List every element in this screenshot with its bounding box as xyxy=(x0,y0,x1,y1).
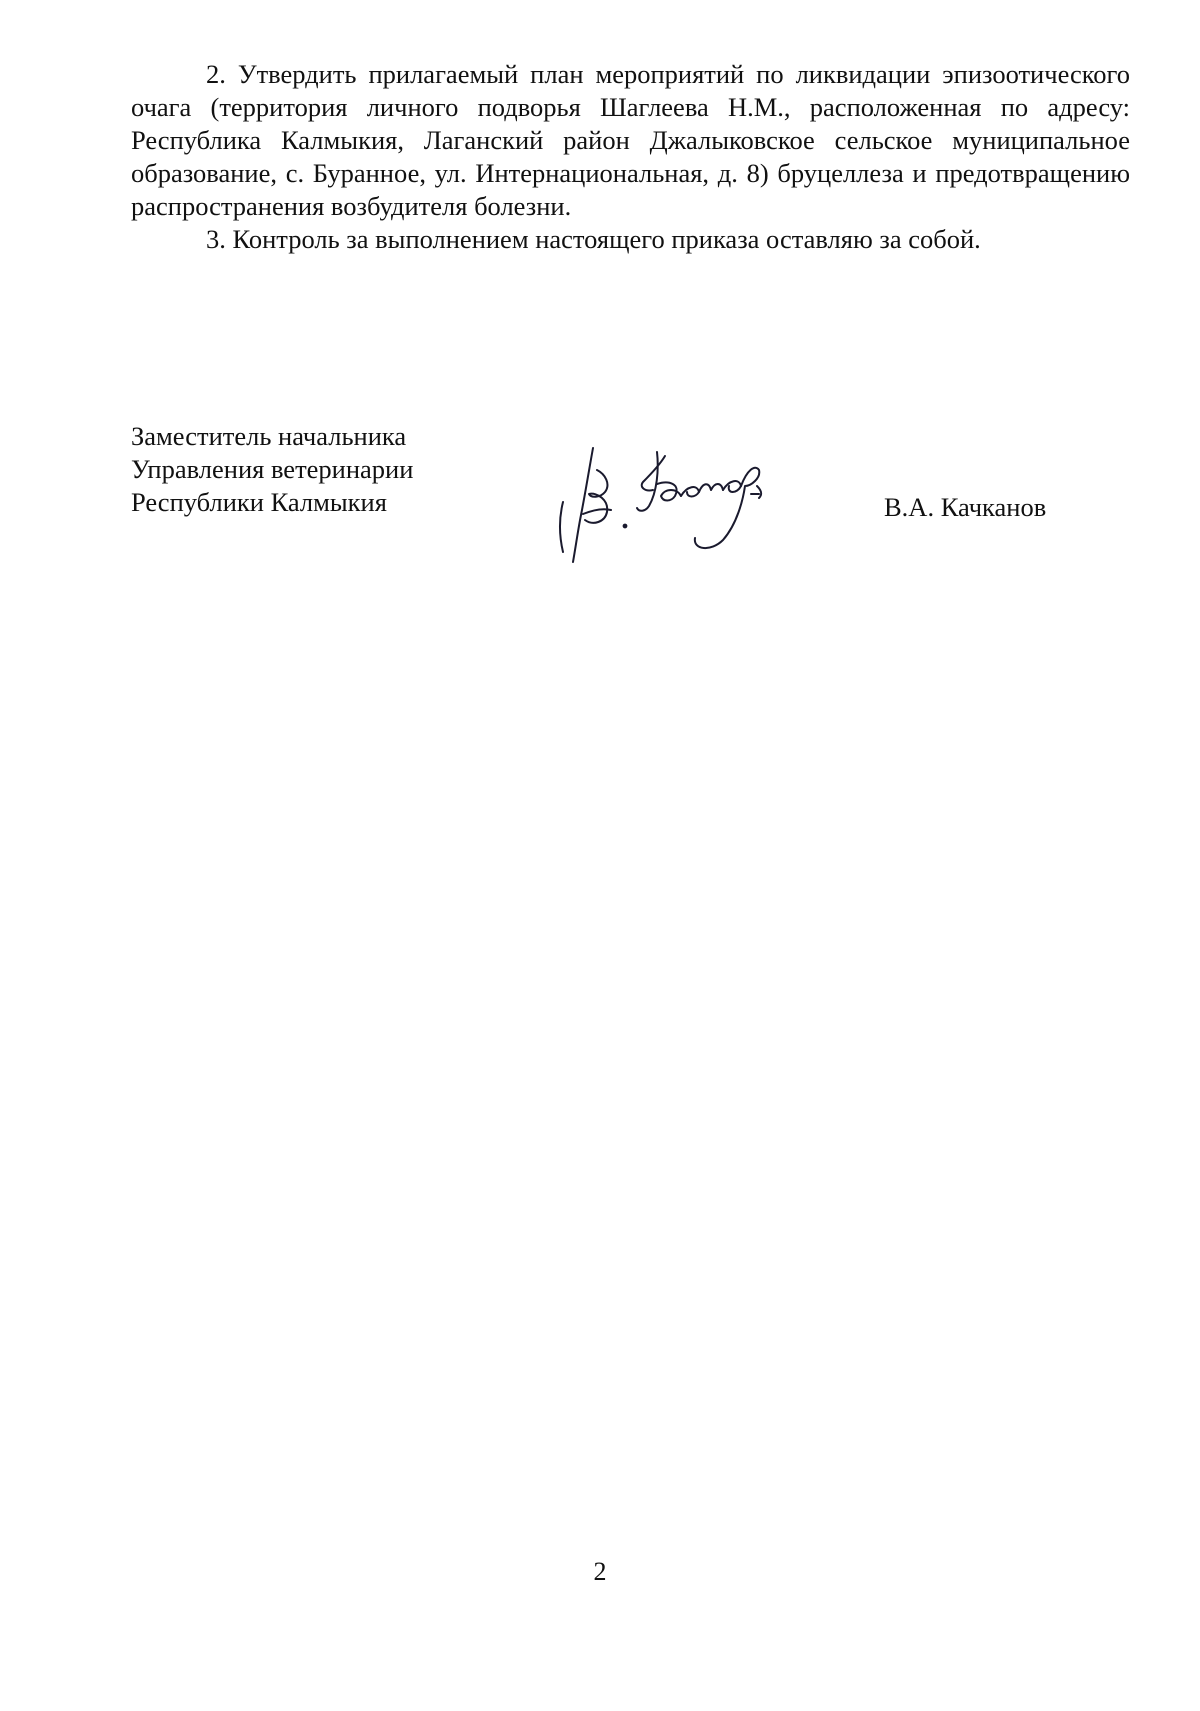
position-line-1: Заместитель начальника xyxy=(131,421,407,451)
position-line-3: Республики Калмыкия xyxy=(131,487,387,517)
signer-name: В.А. Качканов xyxy=(884,492,1047,522)
page-number: 2 xyxy=(593,1557,607,1586)
paragraph-2: 2. Утвердить прилагаемый план мероприятий по ликвидации эпизоотического очага (территория личного подворья Шаглеева Н.М., расположенная по адресу: Республика Калмыкия, Лаганский район Джалыковское сельское муниципальное образование, с. Буранное, ул. Интернациональная, д. 8) бруцеллеза и предотвращению распространения возбудителя болезни. xyxy=(131,59,1130,221)
paragraph-3: 3. Контроль за выполнением настоящего приказа оставляю за собой. xyxy=(206,224,981,254)
document-body xyxy=(131,58,1130,256)
handwritten-signature xyxy=(545,440,775,570)
position-line-2: Управления ветеринарии xyxy=(131,454,414,484)
signatory-position xyxy=(131,420,413,519)
